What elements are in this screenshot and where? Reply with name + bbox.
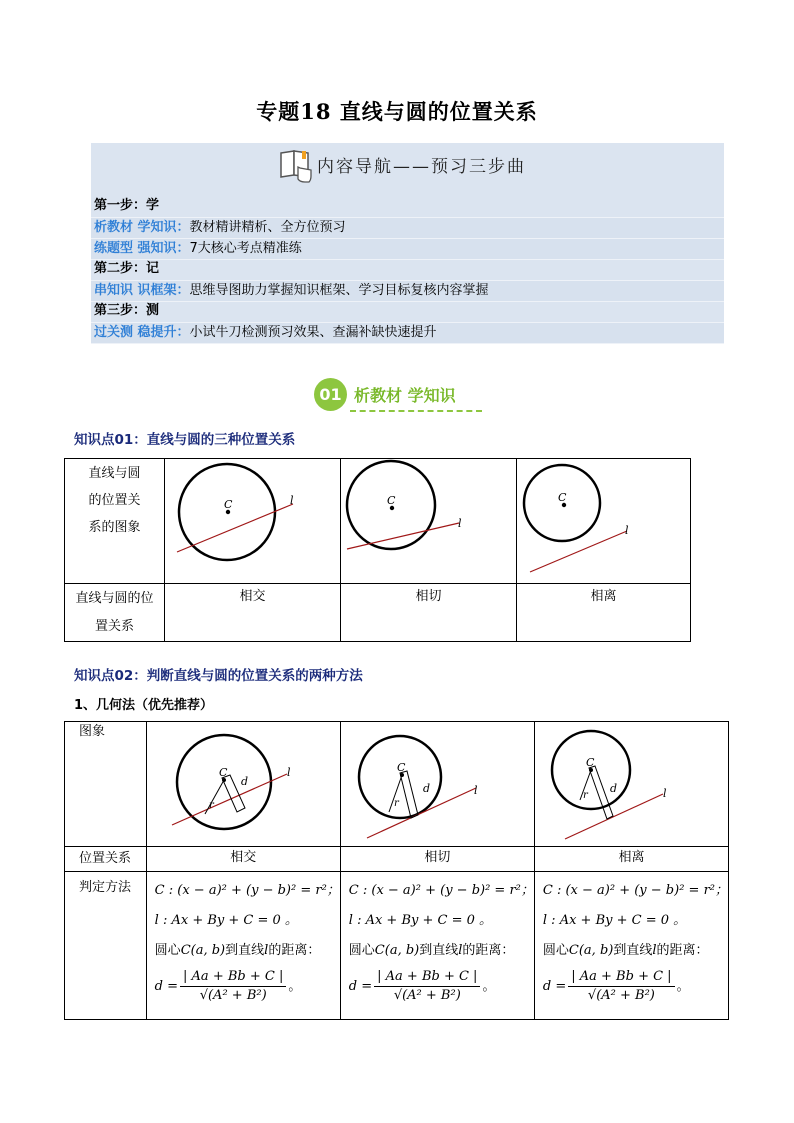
section-underline: [350, 410, 482, 412]
nav-row-practice: [91, 238, 724, 260]
step-2-label: 第二步：记: [94, 261, 160, 276]
line-label: l: [662, 787, 667, 800]
kp1-figure-tangent: [341, 459, 517, 584]
kp1-case-tangent: 相切: [341, 584, 517, 642]
line-equation: l : Ax + By + C = 0 。: [542, 913, 687, 928]
center-label: C: [218, 766, 228, 779]
center-label: C: [387, 494, 396, 507]
kp1-case-intersect: 相交: [165, 584, 341, 642]
kp1-row1-label: [65, 459, 165, 584]
nav-row-learn: [91, 217, 724, 239]
center-label: C: [558, 491, 567, 504]
center-label: C: [224, 498, 233, 511]
kp2-figure-separate: [534, 722, 728, 847]
kp2-case-tangent: 相切: [340, 847, 534, 872]
nav-row-test: [91, 322, 724, 344]
kp2-figure-tangent: [340, 722, 534, 847]
kp2-case-separate: 相离: [534, 847, 728, 872]
kp2-intersect-figure: [147, 722, 340, 842]
kp2-row-method-label: 判定方法: [65, 872, 147, 1020]
kp1-figure-separate: [517, 459, 691, 584]
kp2-row-relation-label: 位置关系: [65, 847, 147, 872]
circle-equation: C : (x − a)² + (y − b)² = r²；: [348, 883, 534, 898]
kp2-figure-intersect: [146, 722, 340, 847]
kp1-table: [64, 458, 691, 642]
center-label: C: [585, 756, 595, 769]
kp1-heading: 知识点01：直线与圆的三种位置关系: [74, 432, 296, 448]
method-label: 1、几何法（优先推荐）: [74, 698, 214, 713]
d-label: d: [422, 782, 430, 795]
intersect-figure: [165, 459, 340, 579]
kp2-table: [64, 721, 729, 1020]
distance-formula: d = $\frac{| Aa + Bb + C |}{\text{√(A² + B²)}}$ 。: [154, 969, 302, 1003]
nav-header: [91, 143, 724, 187]
nav-row-framework: [91, 280, 724, 302]
tangent-figure: [341, 459, 516, 579]
kp2-case-intersect: 相交: [146, 847, 340, 872]
nav-label: 串知识 识框架：: [94, 283, 190, 298]
formula-cell-intersect: [146, 872, 340, 1020]
circle-equation: C : (x − a)² + (y − b)² = r²；: [154, 883, 340, 898]
line-equation: l : Ax + By + C = 0 。: [154, 913, 298, 928]
distance-text: 圆心C(a, b)到直线l的距离：: [542, 943, 709, 958]
nav-label: 过关测 稳提升：: [94, 325, 190, 340]
line-label: l: [458, 517, 462, 530]
distance-text: 圆心C(a, b)到直线l的距离：: [154, 943, 321, 958]
circle-equation: C : (x − a)² + (y − b)² = r²；: [542, 883, 728, 898]
d-label: d: [240, 775, 248, 788]
kp2-separate-figure: [535, 722, 728, 842]
r-label: r: [208, 800, 214, 811]
formula-cell-separate: [534, 872, 728, 1020]
book-hand-icon: [278, 147, 314, 183]
kp1-figure-intersect: [165, 459, 341, 584]
formula-cell-tangent: [340, 872, 534, 1020]
kp2-row-image-label: 图象: [65, 722, 147, 847]
nav-row-step2: [91, 259, 724, 279]
nav-value: 思维导图助力掌握知识框架、学习目标复核内容掌握: [189, 283, 489, 298]
page-title: 专题18 直线与圆的位置关系: [256, 99, 538, 124]
kp1-row1-text: 直线与圆的位置关系的图象: [88, 466, 141, 535]
d-label: d: [609, 782, 617, 795]
line-equation: l : Ax + By + C = 0 。: [348, 913, 493, 928]
step-1-label: 第一步：学: [94, 198, 160, 213]
line-label: l: [473, 784, 478, 797]
line-label: l: [286, 766, 291, 779]
kp1-row2-label: [65, 584, 165, 642]
kp2-heading: 知识点02：判断直线与圆的位置关系的两种方法: [74, 668, 363, 684]
distance-text: 圆心C(a, b)到直线l的距离：: [348, 943, 515, 958]
section-label: 析教材 学知识: [354, 386, 456, 405]
nav-heading: 内容导航——预习三步曲: [317, 157, 526, 177]
kp1-case-separate: 相离: [517, 584, 691, 642]
nav-value: 小试牛刀检测预习效果、查漏补缺快速提升: [189, 325, 437, 340]
distance-formula: d = $\frac{| Aa + Bb + C |}{\text{√(A² + B²)}}$ 。: [542, 969, 690, 1003]
kp2-tangent-figure: [341, 722, 534, 842]
r-label: r: [393, 798, 399, 809]
content-navigation: [91, 143, 724, 343]
r-label: r: [582, 790, 588, 801]
nav-row-step1: [91, 196, 724, 216]
nav-value: 7大核心考点精准练: [189, 241, 302, 256]
step-3-label: 第三步：测: [94, 303, 160, 318]
line-label: l: [625, 524, 629, 537]
nav-label: 练题型 强知识：: [94, 241, 190, 256]
section-number-badge: 01: [314, 378, 347, 411]
nav-value: 教材精讲精析、全方位预习: [189, 220, 346, 235]
kp1-row2-text: 直线与圆的位置关系: [75, 591, 154, 634]
nav-row-step3: [91, 301, 724, 321]
line-label: l: [290, 494, 294, 507]
center-label: C: [396, 761, 406, 774]
separate-figure: [517, 459, 687, 579]
nav-label: 析教材 学知识：: [94, 220, 190, 235]
distance-formula: d = $\frac{| Aa + Bb + C |}{\text{√(A² + B²)}}$ 。: [348, 969, 496, 1003]
